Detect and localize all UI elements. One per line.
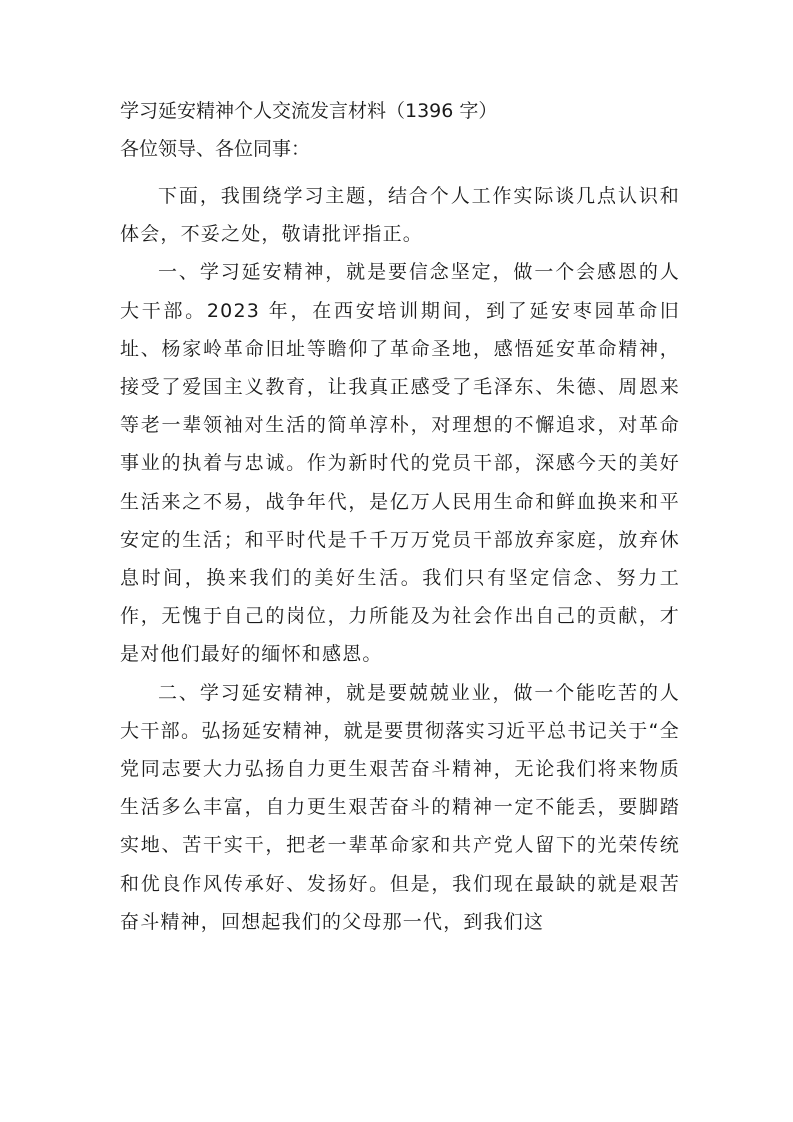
paragraph-section-one: 一、学习延安精神，就是要信念坚定，做一个会感恩的人大干部。2023 年，在西安培训期间，到了延安枣园革命旧址、杨家岭革命旧址等瞻仰了革命圣地，感悟延安革命精神，接受了爱国主义教育，让我真正感受了毛泽东、朱德、周恩来等老一辈领袖对生活的简单淳朴，对理想的不懈追求，对革命事业的执着与忠诚。作为新时代的党员干部，深感今天的美好生活来之不易，战争年代，是亿万人民用生命和鲜血换来和平安定的生活；和平时代是千千万万党员干部放弃家庭，放弃休息时间，换来我们的美好生活。我们只有坚定信念、努力工作，无愧于自己的岗位，力所能及为社会作出自己的贡献，才是对他们最好的缅怀和感恩。 [120,261,680,666]
paragraph-intro: 下面，我围绕学习主题，结合个人工作实际谈几点认识和体会，不妥之处，敬请批评指正。 [120,185,680,246]
paragraph-section-two: 二、学习延安精神，就是要兢兢业业，做一个能吃苦的人大干部。弘扬延安精神，就是要贯彻落实习近平总书记关于“全党同志要大力弘扬自力更生艰苦奋斗精神，无论我们将来物质生活多么丰富，自力更生艰苦奋斗的精神一定不能丢，要脚踏实地、苦干实干，把老一辈革命家和共产党人留下的光荣传统和优良作风传承好、发扬好。但是，我们现在最缺的就是艰苦奋斗精神，回想起我们的父母那一代，到我们这 [120,681,680,933]
document-title: 学习延安精神个人交流发言材料（1396 字） [120,100,498,122]
salutation: 各位领导、各位同事： [120,138,311,160]
document-body [120,92,680,941]
